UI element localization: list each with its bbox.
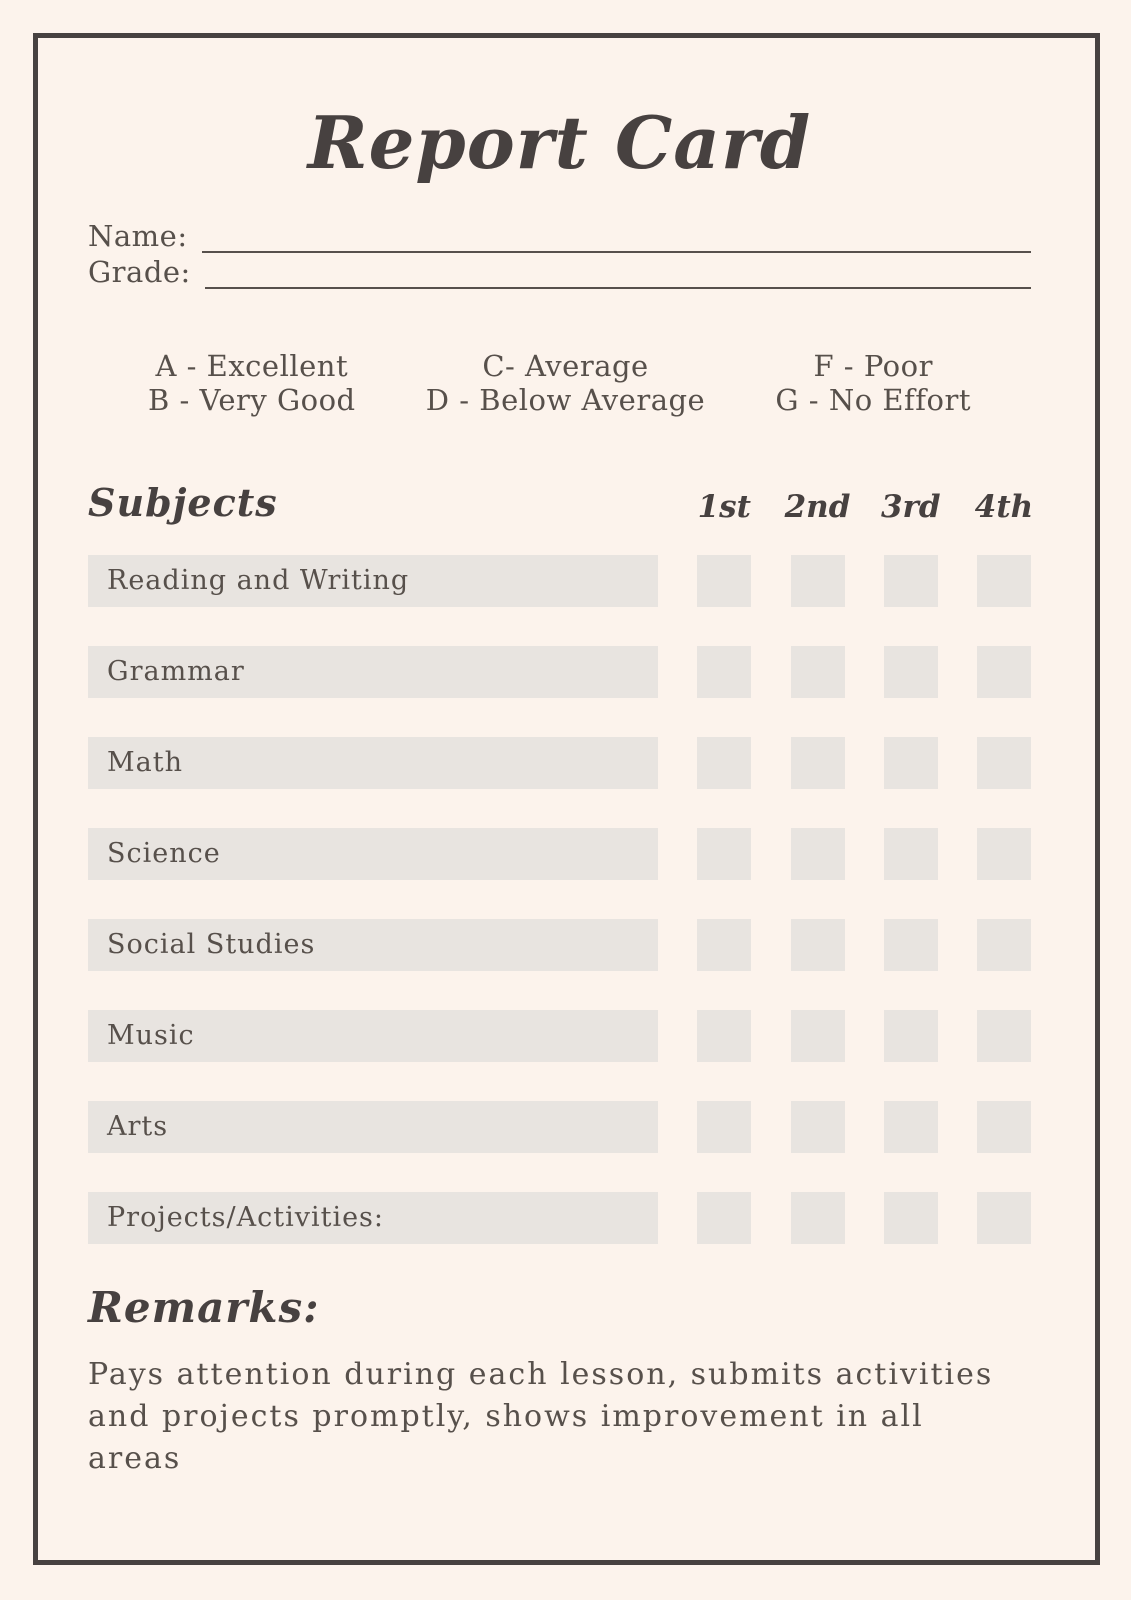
subject-label-bar: Grammar — [88, 646, 658, 698]
grade-cell[interactable] — [791, 828, 845, 880]
quarter-header-2nd: 2nd — [784, 488, 851, 525]
key-line-f: F - Poor — [813, 349, 933, 384]
grading-key-column-ab — [148, 349, 356, 417]
grade-cell[interactable] — [697, 555, 751, 607]
grade-cell[interactable] — [697, 646, 751, 698]
key-line-g: G - No Effort — [775, 383, 971, 418]
grade-cell[interactable] — [977, 555, 1031, 607]
key-line-b: B - Very Good — [148, 383, 356, 418]
grade-cell[interactable] — [977, 919, 1031, 971]
grade-input-line[interactable] — [205, 253, 1031, 289]
grade-cell[interactable] — [791, 737, 845, 789]
key-line-c: C- Average — [482, 349, 649, 384]
subject-row-science — [88, 828, 1031, 880]
subjects-grid — [88, 555, 1031, 1244]
key-line-a: A - Excellent — [155, 349, 349, 384]
grade-cell[interactable] — [697, 1010, 751, 1062]
grade-cell[interactable] — [977, 1101, 1031, 1153]
report-card-page — [88, 38, 1034, 1480]
subject-row-grammar — [88, 646, 1031, 698]
grade-cell[interactable] — [791, 555, 845, 607]
grade-label: Grade: — [88, 255, 191, 290]
name-input-line[interactable] — [202, 217, 1031, 253]
grade-cell[interactable] — [791, 646, 845, 698]
grade-field-row — [88, 253, 1031, 289]
subject-label-bar: Projects/Activities: — [88, 1192, 658, 1244]
subject-label-bar: Reading and Writing — [88, 555, 658, 607]
grading-key-column-cd — [426, 349, 705, 417]
grading-key-column-fg — [775, 349, 971, 417]
subject-label-bar: Science — [88, 828, 658, 880]
grade-cell[interactable] — [791, 1192, 845, 1244]
subjects-heading: Subjects — [88, 479, 278, 525]
key-line-d: D - Below Average — [425, 383, 706, 418]
quarter-header-4th: 4th — [974, 488, 1034, 525]
grade-cell[interactable] — [884, 646, 938, 698]
grade-cell[interactable] — [697, 919, 751, 971]
grade-cell[interactable] — [884, 919, 938, 971]
grade-cell[interactable] — [791, 919, 845, 971]
remarks-text: Pays attention during each lesson, submits activities and projects promptly, shows improvement in all areas — [88, 1356, 994, 1476]
grade-cell[interactable] — [697, 1101, 751, 1153]
grade-cell[interactable] — [884, 828, 938, 880]
remarks-heading: Remarks: — [88, 1282, 320, 1332]
grade-cell[interactable] — [884, 1101, 938, 1153]
subject-label-bar: Social Studies — [88, 919, 658, 971]
grade-cell[interactable] — [697, 828, 751, 880]
grade-cell[interactable] — [884, 1010, 938, 1062]
grade-cell[interactable] — [977, 646, 1031, 698]
grade-cell[interactable] — [977, 828, 1031, 880]
page-title: Report Card — [307, 100, 812, 185]
grade-cell[interactable] — [697, 1192, 751, 1244]
subject-row-projects-activities — [88, 1192, 1031, 1244]
grade-cell[interactable] — [884, 555, 938, 607]
subject-row-social-studies — [88, 919, 1031, 971]
subject-row-music — [88, 1010, 1031, 1062]
name-field-row — [88, 217, 1031, 253]
grade-cell[interactable] — [884, 1192, 938, 1244]
subjects-heading-cell — [88, 480, 658, 525]
grading-key — [88, 349, 1031, 417]
grade-cell[interactable] — [884, 737, 938, 789]
grade-cell[interactable] — [791, 1010, 845, 1062]
subject-label-bar: Math — [88, 737, 658, 789]
subject-label-bar: Music — [88, 1010, 658, 1062]
subject-row-reading-and-writing — [88, 555, 1031, 607]
subject-row-arts — [88, 1101, 1031, 1153]
grade-cell[interactable] — [791, 1101, 845, 1153]
grade-cell[interactable] — [977, 1192, 1031, 1244]
quarter-header-1st: 1st — [697, 488, 751, 525]
subject-label-bar: Arts — [88, 1101, 658, 1153]
grade-cell[interactable] — [697, 737, 751, 789]
grade-cell[interactable] — [977, 1010, 1031, 1062]
subject-row-math — [88, 737, 1031, 789]
subjects-header-row — [88, 479, 1034, 525]
quarter-header-3rd: 3rd — [880, 488, 941, 525]
grade-cell[interactable] — [977, 737, 1031, 789]
name-label: Name: — [88, 219, 188, 254]
